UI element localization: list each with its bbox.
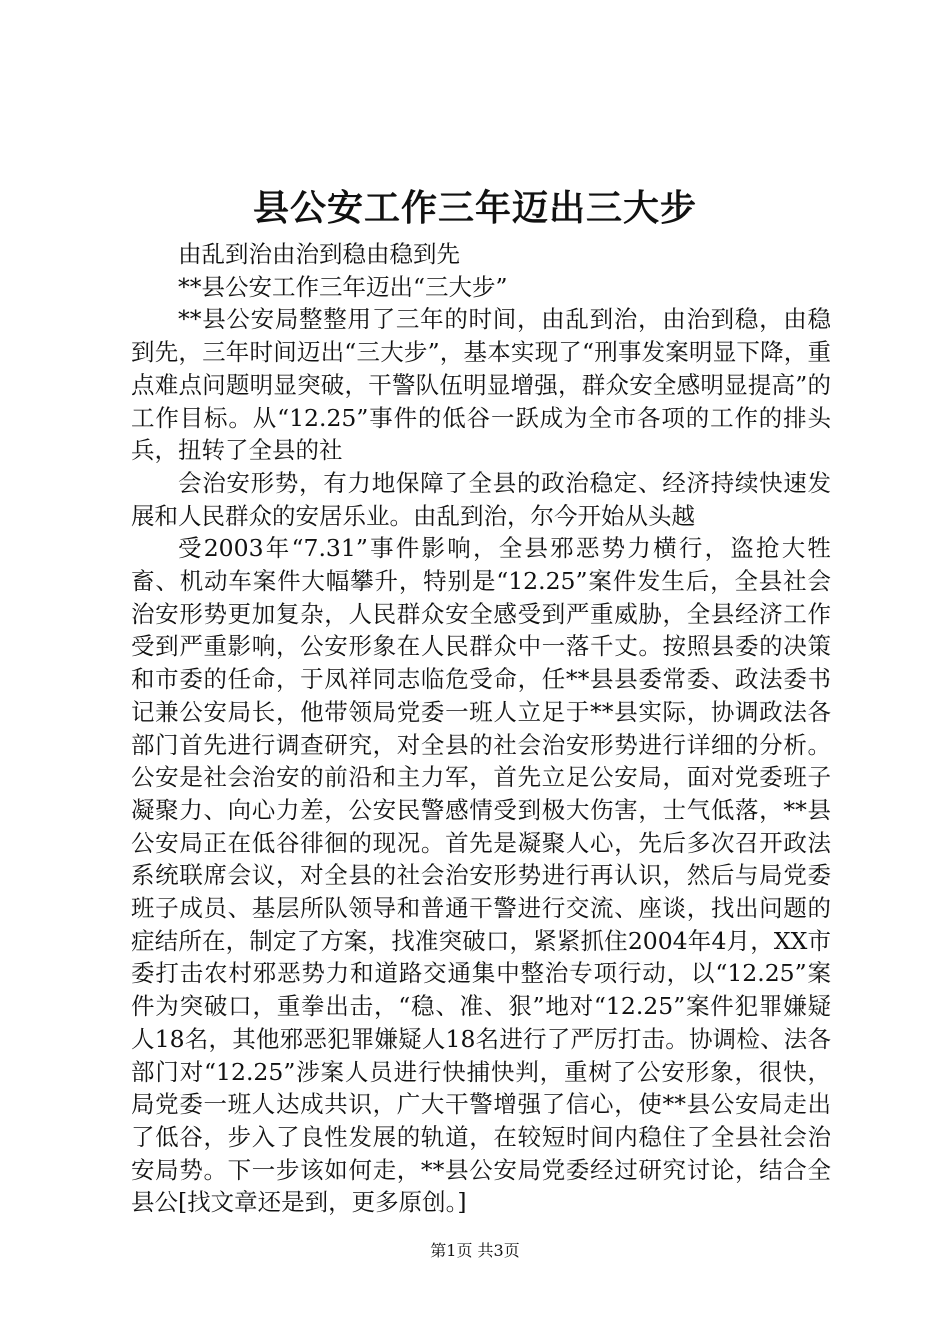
page-number-footer: 第1页 共3页 (430, 1241, 520, 1260)
subtitle-line: 由乱到治由治到稳由稳到先 (178, 240, 460, 268)
body-paragraph: 会治安形势，有力地保障了全县的政治稳定、经济持续快速发展和人民群众的安居乐业。由乱到治，尔今开始从头越 (131, 468, 831, 530)
body-paragraph: **县公安局整整用了三年的时间，由乱到治，由治到稳，由稳到先，三年时间迈出“三大步”，基本实现了“刑事发案明显下降，重点难点问题明显突破，干警队伍明显增强，群众安全感明显提高”的工作目标。从“12.25”事件的低谷一跃成为全市各项的工作的排头兵，扭转了全县的社 (131, 305, 831, 465)
body-paragraph: 受2003年“7.31”事件影响，全县邪恶势力横行，盗抢大牲畜、机动车案件大幅攀升，特别是“12.25”案件发生后，全县社会治安形势更加复杂，人民群众安全感受到严重威胁，全县经济工作受到严重影响，公安形象在人民群众中一落千丈。按照县委的决策和市委的任命，于凤祥同志临危受命，任**县县委常委、政法委书记兼公安局长，他带领局党委一班人立足于**县实际，协调政法各部门首先进行调查研究，对全县的社会治安形势进行详细的分析。公安是社会治安的前沿和主力军，首先立足公安局，面对党委班子凝聚力、向心力差，公安民警感情受到极大伤害，士气低落，**县公安局正在低谷徘徊的现况。首先是凝聚人心，先后多次召开政法系统联席会议，对全县的社会治安形势进行再认识，然后与局党委班子成员、基层所队领导和普通干警进行交流、座谈，找出问题的症结所在，制定了方案，找准突破口，紧紧抓住2004年4月，XX市委打击农村邪恶势力和道路交通集中整治专项行动，以“12.25”案件为突破口，重拳出击，“稳、准、狠”地对“12.25”案件犯罪嫌疑人18名，其他邪恶犯罪嫌疑人18名进行了严厉打击。协调检、法各部门对“12.25”涉案人员进行快捕快判，重树了公安形象，很快，局党委一班人达成共识，广大干警增强了信心，使**县公安局走出了低谷，步入了良性发展的轨道，在较短时间内稳住了全县社会治安局势。下一步该如何走，**县公安局党委经过研究讨论，结合全县公[找文章还是到，更多原创。] (131, 534, 831, 1217)
document-title: 县公安工作三年迈出三大步 (252, 187, 697, 229)
heading-line: **县公安工作三年迈出“三大步” (178, 272, 508, 301)
document-body (131, 238, 831, 1219)
